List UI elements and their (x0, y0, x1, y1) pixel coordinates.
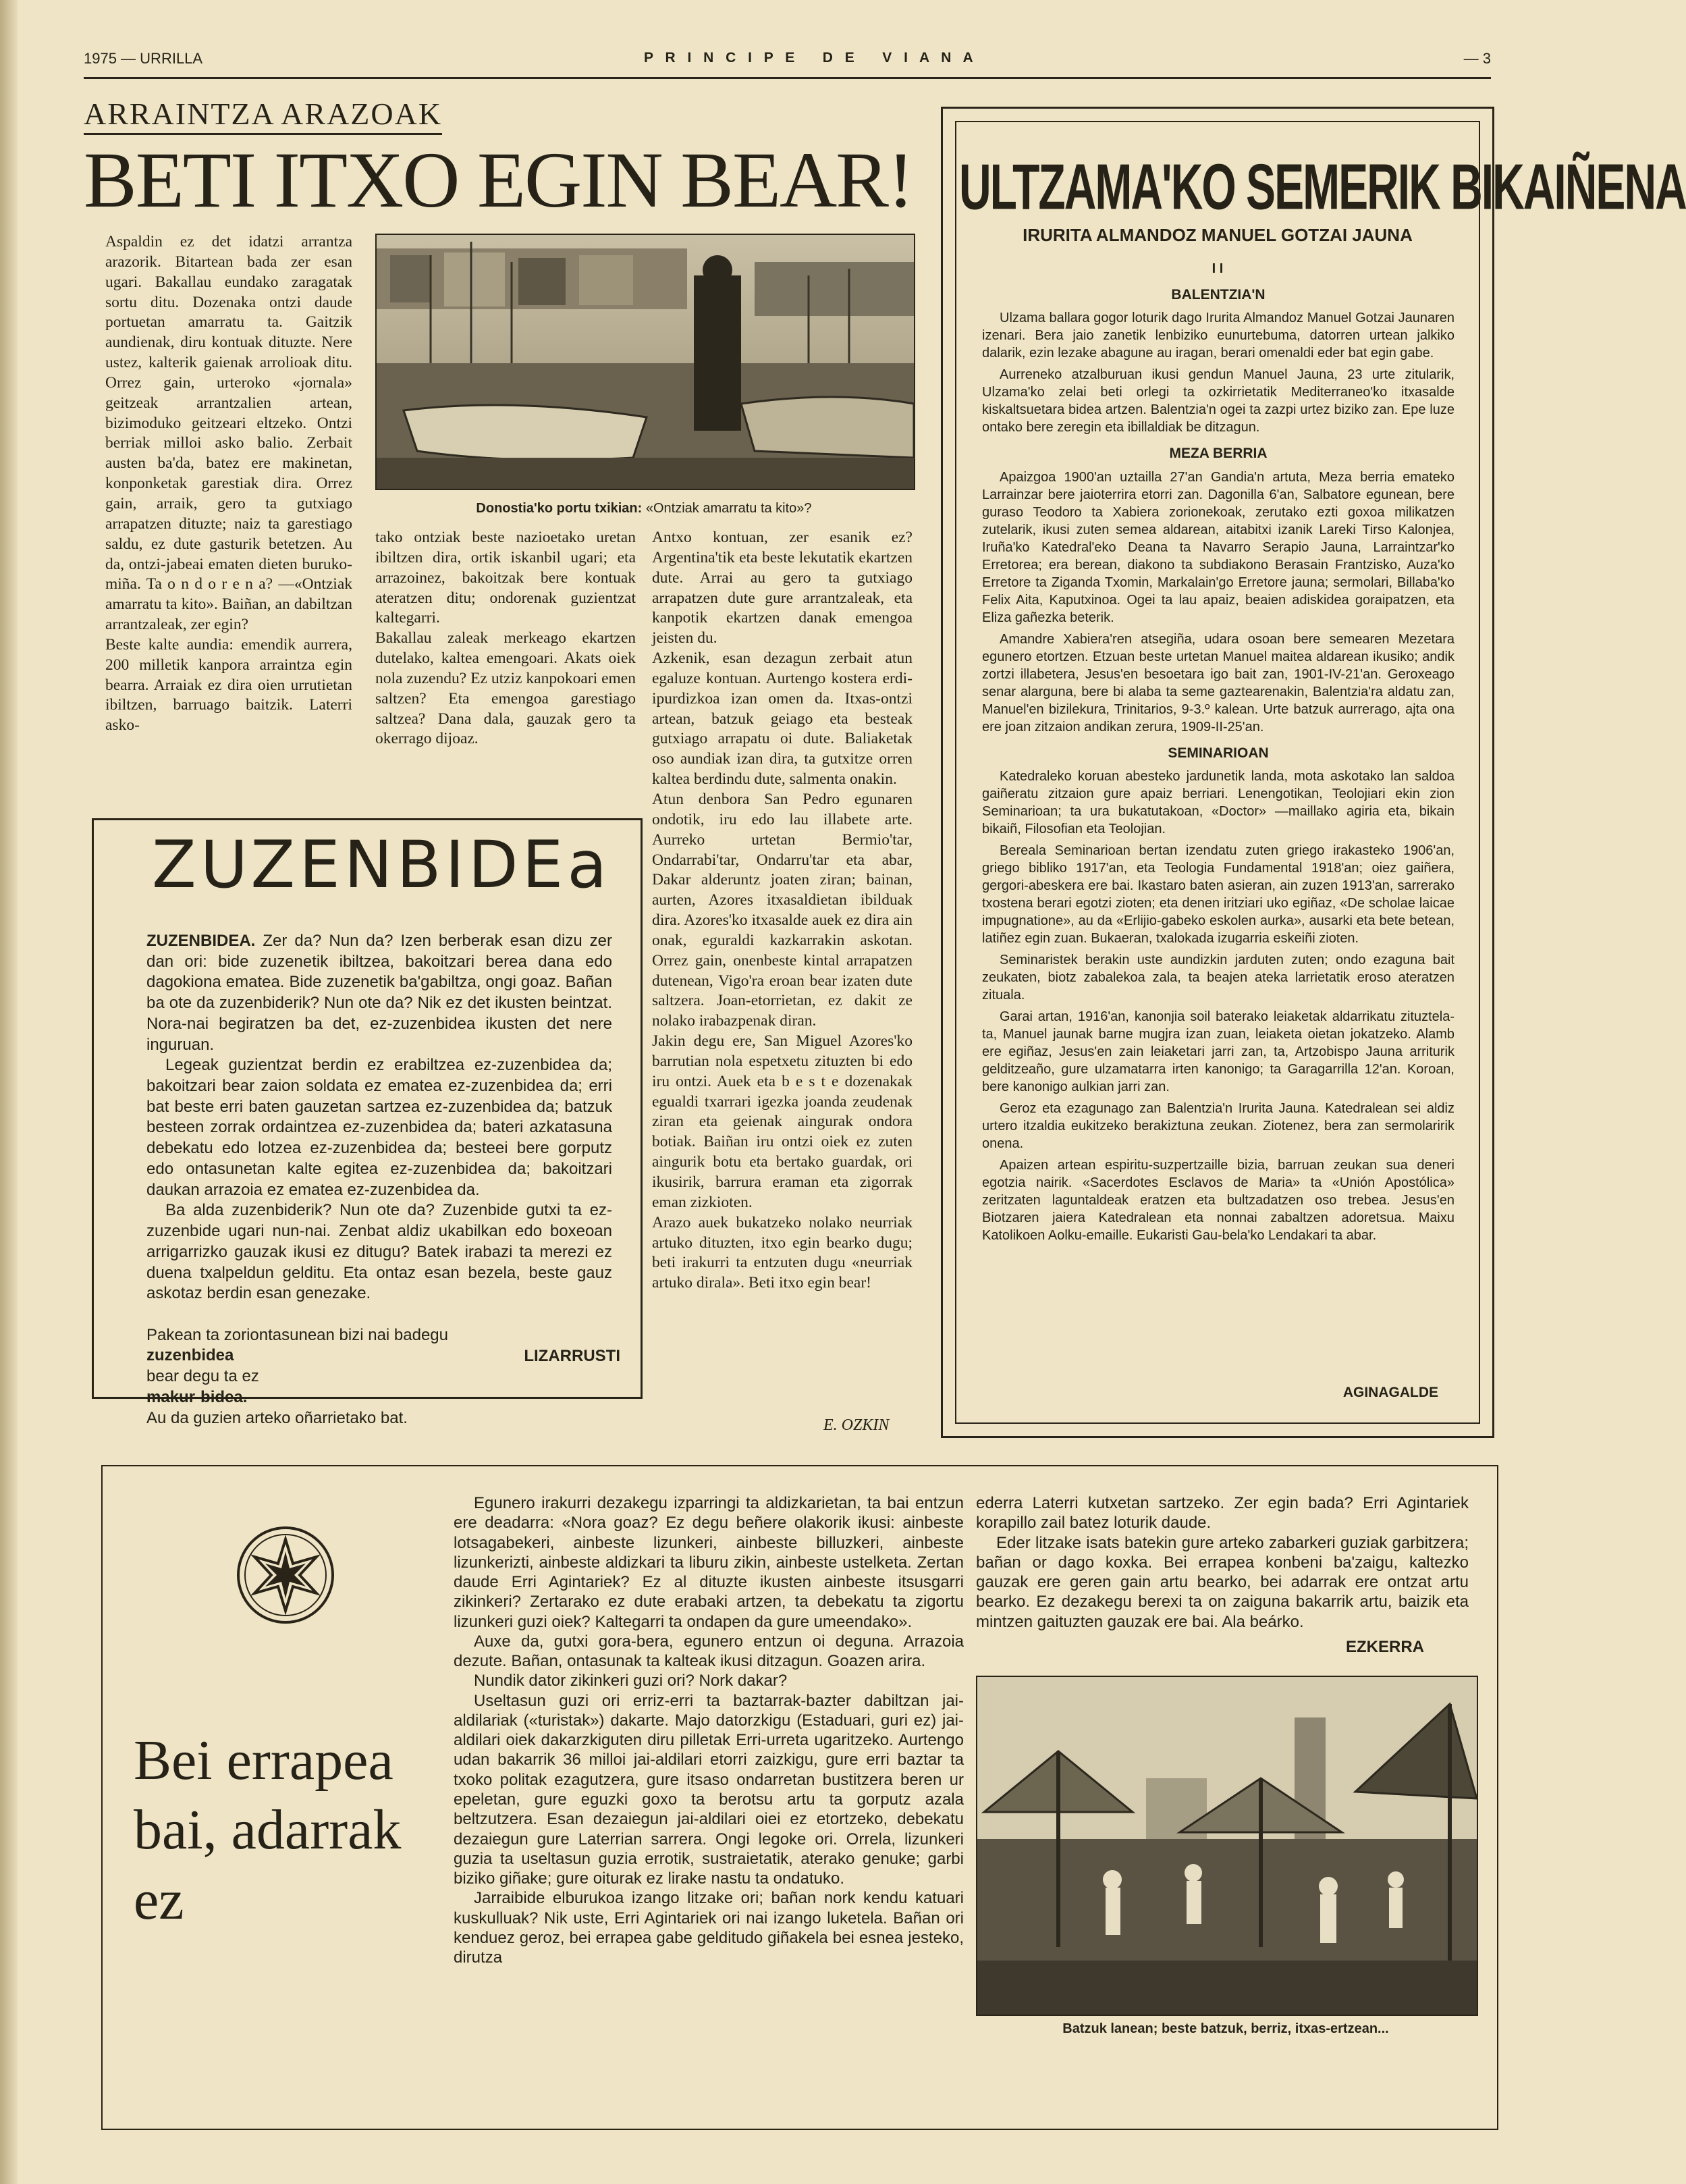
zuzenbidea-p3: Ba alda zuzenbiderik? Nun ote da? Zuzenbide gutxi ta ez-zuzenbide ugari nun-nai. Zenbat aldiz ukabilkan edo boxeoan arrigarrizko gauzak ikusi ez ditugu? Batek irabazi ta merezi ez duena txalpeldun gelditu. Eta ontaz esan bezela, beste gauz askotaz berdin esan genezake. (146, 1201, 612, 1303)
bei-col1-p5: Jarraibide elburukoa izango litzake ori; bañan nork kendu katuari kuskulluak? Nik uste, Erri Agintariek ori nai izango luketela. Bañan ori kenduez geroz, bei errapea gabe gelditudo giñakela bei esnea jesteko, dirutza (454, 1889, 964, 1967)
ultzama-sec3-p3: Seminaristek berakin uste aundizkin jarduten zuten; ondo ezaguna bait zeukaten, biotz zabalekoa zala, ta beajen ateka larrietatik eroso ateratzen zituala. (982, 952, 1454, 1003)
ultzama-sec2-title: MEZA BERRIA (1169, 446, 1268, 462)
ultzama-sec3-p2: Bereala Seminarioan bertan izendatu zuten griego irakasteko 1906'an, griego bibliko 1917'an, eta Teologia Fundamental 1918'an; oiez gaiñera, gergori-abeskera ere bai. Ikastaro baten asieran, ain zuzen 1913'an, sarrerako txostena berari egotzi zioten; eta denen iritziari uko egiñaz, «De scholae laicae impugnatione», au da «Erlijio-gabeko eskolen aurka», ausarki eta bete betean, latiñez egin zuan. Bukaeran, txalokada izugarria eskeiñi zioten. (982, 843, 1454, 946)
harbour-photo (375, 234, 915, 490)
beach-photo (976, 1676, 1478, 2016)
bei-col2-p1: ederra Laterri kutxetan sartzeko. Zer egin bada? Erri Agintariek korapillo zail batez loturik daude. (976, 1494, 1469, 1533)
zuzenbidea-p4-b: zuzenbidea (146, 1346, 234, 1365)
header-date: 1975 — URRILLA (84, 50, 203, 67)
bei-col2-p2: Eder litzake isats batekin gure arteko zabarkeri guziak garbitzera; bañan or dago koxka. Bei errapea konbeni ba'zaigu, kaltezko gauzak ere geren gain artu bearko, bei adarrak ere ontzat artu bearko. Ez dezakegu berexi ta on zaiguna bakarrik artu, baizik eta mintzen gaituzten gauzak ere bai. Ala beárko. (976, 1533, 1469, 1631)
star-emblem-icon (235, 1524, 336, 1626)
article-col2: tako ontziak beste nazioetako uretan ibiltzen dira, ortik iskanbil ugari; eta arrazoinez, bakoitzak bere kontuak ateratzen ditu; ondorenak guzientzat kaltegarri. Bakallau zaleak merkeago ekartzen dutelako, kaltea emengoari. Akats oiek nola zuzendu? Ez utziz kanpokoari emen saltzen? Eta emengoa garestiago saltzea? Dana dala, gauzak gero ta okerrago dijoaz. (375, 529, 636, 748)
zuzenbidea-author: LIZARRUSTI (524, 1347, 620, 1365)
photo-caption-text: «Ontziak amarratu ta kito»? (645, 501, 812, 516)
photo-caption-place: Donostia'ko portu txikian: (476, 501, 643, 516)
bei-author: EZKERRA (1346, 1638, 1425, 1656)
ultzama-sec1-title: BALENTZIA'N (1171, 287, 1266, 302)
ultzama-sec3-p1: Katedraleko koruan abesteko jardunetik landa, mota askotako lan saldoa gaiñeratu zitzaion gure apaiz berriari. Lenengotikan, Teolojiari ekin zion Seminarioan; ta ura bukatutakoan, «Doctor» —maillako agiria eta, bikain bikaiñ, Filosofian eta Teolojian. (982, 768, 1454, 836)
zuzenbidea-p2: Legeak guzientzat berdin ez erabiltzea ez-zuzenbidea da; bakoitzari bear zaion soldata ez ematea ez-zuzenbidea da; erri bat beste erri baten gauzetan sartzea ez-zuzenbidea da; batzuk besteen zorrak ordaintzea ez-zuzenbidea da; bateri azkatasuna debekatu edo lotzea ez-zuzenbidea da; besteei bere gorputz edo ontasunetan kalte egitea ez-zuzenbidea da; bakoitzari daukan arrazoia ez ematea ez-zuzenbidea da. (146, 1056, 612, 1199)
bei-box (101, 1465, 1498, 2130)
ultzama-sec1-p1: Ulzama ballara gogor loturik dago Irurita Almandoz Manuel Gotzai Jaunaren izenari. Bera jaio zanetik lenbiziko eunurtebuma, datorren urtean jalkiko dalarik, ezin lezake abagune au iragan, berari omenaldi eder bat egin gabe. (982, 311, 1454, 361)
ultzama-author: AGINAGALDE (1342, 1385, 1438, 1400)
photo-caption (375, 501, 913, 516)
ultzama-sec3-p6: Apaizen artean espiritu-suzpertzaille bizia, barruan zeukan sua deneri egotzia nairik. «Sacerdotes Esclavos de Maria» ta «Unión Apostólica» zeritzaten laguntaldeak eratzen eta bultzadatzen oso trebea. Jesus'en Biotzaren jaiera Katedralean eta nonnai zabaltzen adoretsua. Maixu Katolikoen Aolku-emaille. Eukaristi Gau-bela'ko Lendakari ta abar. (982, 1157, 1454, 1243)
zuzenbidea-box (92, 818, 643, 1427)
ultzama-sec2-p2: Amandre Xabiera'ren atsegiña, udara osoan bere semearen Mezetara egunero etortzen. Etzuan beste urtetan Manuel maitea aldarean ikusiko; andik zortzi illabetera, Jesus'en besoetara igo bait zan, 1901-IV-21'an. Geroxeago senar alarguna, bere bi alaba ta seme gaztearenakin, Balentzia'ra aldatu zan, Manuel'en bizilekura, Trinitarios, 9-3.º kalean. Urte batzuk aurrerago, ajta ona ere joan zitzaion andikan zerura, 1909-II-25'an. (982, 631, 1454, 735)
ultzama-roman: I I (1212, 261, 1224, 276)
zuzenbidea-p4-a: Pakean ta zoriontasunean bizi nai badegu (146, 1325, 448, 1344)
beach-photo-image (977, 1677, 1477, 2015)
bei-col1-p2: Auxe da, gutxi gora-bera, egunero entzun oi deguna. Arrazoia dezute. Bañan, ontasunak ta kalteak ikusi ditzagun. Goazen arira. (454, 1632, 964, 1671)
ultzama-title: ULTZAMA'KO SEMERIK BIKAIÑENA (959, 150, 1686, 223)
bei-col1-p1: Egunero irakurri dezakegu izparringi ta aldizkarietan, ta bai entzun ere deadarra: «Nora goaz? Ez degu beñere olakorik ikusi: ainbeste lotsagabekeri, ainbeste lizunkeri, ainbeste billuzkeri, ainbeste lizunkerizti, ainbeste aldizkari ta liburu zikin, ainbeste ustelketa. Zertan daude Erri Agintariek? Ez al dituzte ikusten ainbeste itsusgarri zikinkeri? Zertarako ez dute erabaki artzen, ta debekatu ta zigortu lizunkeri guzi oiek? Kaltegarri ta ondapen da gure umeendako». (454, 1494, 964, 1631)
zuzenbidea-p4-e: Au da guzien arteko oñarrietako bat. (146, 1408, 408, 1427)
zuzenbidea-p4 (146, 1304, 612, 1429)
ultzama-sec3-p5: Geroz eta ezagunago zan Balentzia'n Irurita Jauna. Katedralean sei aldiz urtero itzaldia eukitzeko berakiztuna zeukan. Ziotenez, bera zan sermolaririk onena. (982, 1100, 1454, 1151)
ultzama-sec3-title: SEMINARIOAN (1168, 745, 1269, 761)
header-publication: P R I N C I P E D E V I A N A (644, 50, 977, 65)
header-page-number: — 3 (1463, 50, 1491, 67)
ultzama-sec3-p4: Garai artan, 1916'an, kanonjia soil baterako leiaketak aldarrikatu zituztela-ta, Manuel jaunak barne mugjra izan zuan, leiaketa oietan jokatzeko. Alamb ere egiñaz, Jesus'en zain leiaketari jarri zan, ta, Artzobispo Jauna arriturik gelditzeaño, gure ulzamatarra irten kanonigo; ta Garagarrilla 12'an. Koroan, bere kanonigo aulkian jarri zan. (982, 1009, 1454, 1094)
harbour-photo-image (377, 235, 914, 489)
ultzama-subtitle: IRURITA ALMANDOZ MANUEL GOTZAI JAUNA (1023, 225, 1413, 245)
article-author: E. OZKIN (823, 1416, 890, 1434)
zuzenbidea-p4-c: bear degu ta ez (146, 1367, 259, 1386)
ultzama-body (982, 286, 1454, 1244)
zuzenbidea-p4-d: makur-bidea. (146, 1387, 248, 1406)
ultzama-box (941, 107, 1686, 1438)
bei-col1 (454, 1493, 964, 1967)
bei-col2 (976, 1493, 1469, 1632)
bei-col1-p4: Useltasun guzi ori erriz-erri ta baztarrak-bazter dabiltzan jai-aldilariak («turistak») dakarte. Majo datorzkigu (Estaduari, guri ez) jai-aldilari oiek dakarzkiguten diru pilletak Erri-urreta ugaritzeko. Aurtengo udan bakarrik 36 milloi jai-aldilari etorri zaizkigu, gure erri baztar ta txoko politak ezagutzera, gure itsaso ondarretan bustitzera beren ur epeletan, gure eguzki goxo ta berotsu artu ta gorputz azala beltzutzera. Esan dezaiegun jai-aldilari oiei ez etortzeko, debekatu dezaiegun gure Laterrian sarrera. Ongi legoke ori. Orrela, lizunkeri guzia ta useltasun guzia errotik, sustraietatik, aterako genuke; garbi biziko giñake; gure oiturak ez lirake nastu ta ondatuko. (454, 1691, 964, 1888)
zuzenbidea-p1 (146, 931, 612, 1055)
ultzama-sec2-p1: Apaizgoa 1900'an uztailla 27'an Gandia'n artuta, Meza berria emateko Larrainzar bere jaioterrira etorri zan. Dagonilla 6'an, Salbatore egunean, bere guraso Teodoro ta Xabiera zorionekoak, zerutako ezti goxoa milikatzen zutelarik, ikusi zuten semea aldarean, aitabitxi izanik Lareki Tirso Kalonjea, Iruña'ko Katedral'eko Deana ta Navarro Serapio Jauna, Larraintzar'ko Erretorea; era berean, diakono ta subdiakono Berasain Frantzisko, Auza'ko Erretore ta Ziganda Txomin, Markalain'go Erretore jauna; sermolari, Billaba'ko Felix Aita, Kaputxinoa. Ogei ta lau apaiz, beaien adiskidea goraipatzen, eta Eliza gañezka beterik. (982, 469, 1454, 625)
article-col3: Antxo kontuan, zer esanik ez? Argentina'tik eta beste lekutatik ekartzen dute. Arrai au gero ta gutxiago arrapatzen dute gure arrantzaleak, eta kanpotik ekartzen danak emengoa jeisten du. Azkenik, esan dezagun zerbait atun egaluze kontuan. Aurtengo kostera erdi-ipurdizkoa izan omen da. Itxas-ontzi artean, batzuk geiago eta besteak gutxiago arrapatu oi dute. Baliaketak oso aundiak izan dira, ta gutxitze orren kaltea berdindu dute, salmenta onakin. Atun denbora San Pedro egunaren ondotik, iru edo lau illabete arte. Aurreko urtetan Bermio'tar, Ondarrabi'tar, Ondarru'tar eta abar, Dakar alderuntz joaten ziran; bainan, aurten, Azores itxasaldietan ibilduak dira. Azores'ko itxasalde auek ez dira ain onak, eguraldi kazkarrakin askotan. Orrez gain, onenbeste kintal arrapatzen dutenean, Vigo'ra eroan bear izaten dute saltzera. Joan-etorrietan, ez dakit ze nolako irabazpenak diran. Jakin degu ere, San Miguel Azores'ko barrutian nola espetxetu zituzten bi edo iru ontzi. Auek eta b e s t e dozenakak egualdi txarrari igezka joanda zeudenak ziran eta geienak aingurak ondora botiak. Baiñan iru ontzi oiek ez zuten aingurik botu eta bertako guardak, ori ikusirik, barrura eraman eta zigorrak eman zizkioten. Arazo auek bukatzeko nolako neurriak artuko dituzten, itxo egin bearko dugu; beti irakurri ta entzuten dugu «neurriak artuko dirala». Beti itxo egin bear! (652, 529, 913, 1292)
article-col1: Aspaldin ez det idatzi arrantza arazorik. Bitartean bada zer esan ugari. Bakallau eundako zaragatak sortu ditu. Dozenaka ontzi daude portuetan amarratu ta. Gaitzik aundienak, diru kontuak dituzte. Nere ustez, kalterik gaienak arrolioak ditu. Orrez gain, urteroko «jornala» geitzeak arrantzalien artean, bizimoduko geitzeari eltzeko. Ontzi berriak milloi asko balio. Zerbait austen ba'da, batez ere makinetan, konponketak garestiak dira. Orrez gain, arraik, gero ta gutxiago arrapatzen dituzte; naiz ta garestiago saldu, ez dute gasturik betetzen. Au da, ontzi-jabeai ematen dieten buruko-miña. Ta o n d o r e n a? —«Ontziak amarratu ta kito». Baiñan, an dabiltzan arrantzaleak, zer egin? Beste kalte aundia: emendik aurrera, 200 milletik kanpora arraintza egin bearra. Arraiak ez dira oien urrutietan ibiltzen, barruago baitzik. Laterri asko- (105, 233, 352, 735)
running-header (84, 50, 1491, 79)
bei-title: Bei errapea bai, adarrak ez (134, 1729, 402, 1932)
page-gutter (0, 0, 18, 2184)
zuzenbidea-title: ZUZENBIDEa (152, 827, 611, 903)
bei-col1-p3: Nundik dator zikinkeri guzi ori? Nork dakar? (474, 1672, 788, 1690)
article-headline: BETI ITXO EGIN BEAR! (84, 136, 913, 224)
zuzenbidea-lead: ZUZENBIDEA. (146, 932, 256, 950)
zuzenbidea-p1-text: Zer da? Nun da? Izen berberak esan dizu zer dan ori: bide zuzenetik ibiltzea, bakoitzari berea dana edo dagokiona ematea. Bide zuzenetik ba'gabiltza, ongi goaz. Bañan ba ote da zuzenbiderik? Nun ote da? Nik ez det ikusten beintzat. Nora-nai begiratzen ba det, ez-zuzenbidea ikusten det nere inguruan. (146, 932, 613, 1054)
beach-photo-caption: Batzuk lanean; beste batzuk, berriz, itxas-ertzean... (1062, 2021, 1389, 2036)
ultzama-sec1-p2: Aurreneko atzalburuan ikusi gendun Manuel Jauna, 23 urte zitularik, Ulzama'ko zelai beti orlegi ta ozkirrietatik Mediterraneo'ko itxasalde kiskaltsuetara bidea artzen. Balentzia'n ogei ta zazpi urtez biziko zan. Epe luze ontako bere zeregin eta ibillaldiak be ditzagun. (982, 367, 1454, 435)
article-kicker: ARRAINTZA ARAZOAK (84, 96, 442, 135)
